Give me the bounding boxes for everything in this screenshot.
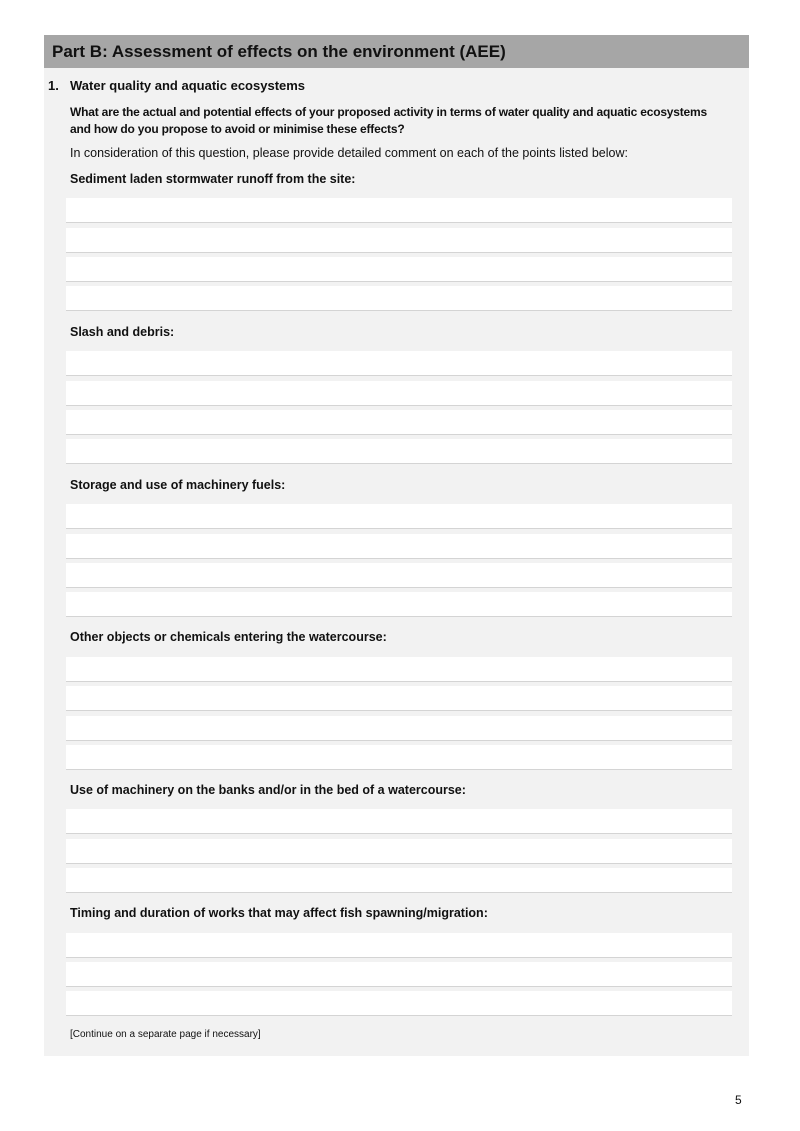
slash-debris-input-line-3[interactable]	[66, 410, 732, 435]
slash-debris-input-line-4[interactable]	[66, 439, 732, 464]
field-label-sediment: Sediment laden stormwater runoff from the site:	[70, 172, 356, 186]
other-objects-input-line-1[interactable]	[66, 657, 732, 682]
page-title: Part B: Assessment of effects on the environment (AEE)	[52, 41, 506, 61]
sediment-input-line-2[interactable]	[66, 228, 732, 253]
machinery-banks-input-line-1[interactable]	[66, 809, 732, 834]
field-label-machinery-banks: Use of machinery on the banks and/or in the bed of a watercourse:	[70, 783, 466, 797]
machinery-fuels-input-line-4[interactable]	[66, 592, 732, 617]
continue-note: [Continue on a separate page if necessary]	[70, 1029, 261, 1040]
field-label-machinery-fuels: Storage and use of machinery fuels:	[70, 478, 286, 492]
section-header-bar	[44, 35, 749, 68]
field-label-timing-duration: Timing and duration of works that may affect fish spawning/migration:	[70, 906, 488, 920]
timing-duration-input-line-3[interactable]	[66, 991, 732, 1016]
machinery-fuels-input-line-3[interactable]	[66, 563, 732, 588]
section-number: 1.	[48, 78, 59, 93]
section-title: Water quality and aquatic ecosystems	[70, 78, 306, 93]
other-objects-input-line-2[interactable]	[66, 686, 732, 711]
other-objects-input-line-4[interactable]	[66, 745, 732, 770]
sediment-input-line-1[interactable]	[66, 198, 732, 223]
field-label-slash-debris: Slash and debris:	[70, 325, 175, 339]
machinery-fuels-input-line-1[interactable]	[66, 504, 732, 529]
sediment-input-line-3[interactable]	[66, 257, 732, 282]
section-question: What are the actual and potential effects of your proposed activity in terms of water quality and aquatic ecosystems and how do you propose to avoid or minimise these effects?	[70, 105, 707, 136]
slash-debris-input-line-2[interactable]	[66, 381, 732, 406]
machinery-banks-input-line-3[interactable]	[66, 868, 732, 893]
page-number: 5	[735, 1093, 742, 1107]
section-intro: In consideration of this question, please provide detailed comment on each of the points listed below:	[70, 146, 628, 160]
other-objects-input-line-3[interactable]	[66, 716, 732, 741]
slash-debris-input-line-1[interactable]	[66, 351, 732, 376]
timing-duration-input-line-2[interactable]	[66, 962, 732, 987]
sediment-input-line-4[interactable]	[66, 286, 732, 311]
machinery-fuels-input-line-2[interactable]	[66, 534, 732, 559]
timing-duration-input-line-1[interactable]	[66, 933, 732, 958]
machinery-banks-input-line-2[interactable]	[66, 839, 732, 864]
field-label-other-objects: Other objects or chemicals entering the watercourse:	[70, 630, 387, 644]
